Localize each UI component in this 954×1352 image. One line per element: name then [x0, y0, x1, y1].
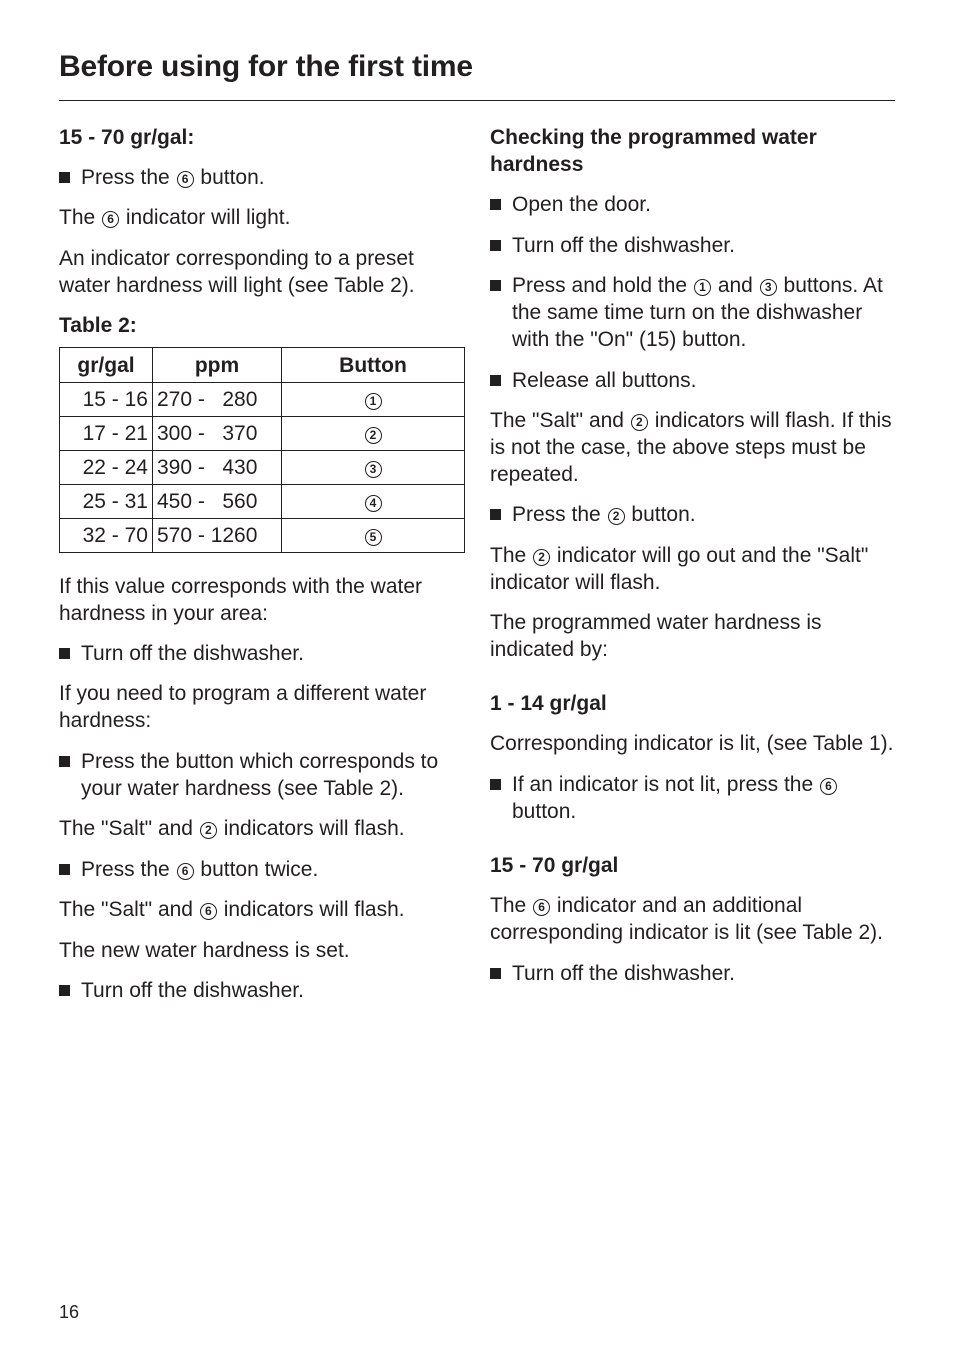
text: The	[59, 206, 96, 229]
corresponds-paragraph: If this value corresponds with the water hardness in your area:	[59, 575, 423, 625]
left-column	[59, 124, 469, 1004]
indicator-6-icon: 6	[533, 899, 550, 916]
col-header-ppm: ppm	[153, 348, 282, 383]
hardness-table	[59, 347, 465, 553]
cell-grgal: 22 - 24	[60, 451, 153, 485]
need-program-paragraph: If you need to program a different water hardness:	[59, 682, 427, 732]
table-label: Table 2:	[59, 314, 137, 337]
section-heading-15-70: 15 - 70 gr/gal	[490, 854, 619, 877]
cell-button	[282, 383, 465, 417]
bullet-not-lit	[490, 771, 900, 825]
bullet-turn-off: Turn off the dishwasher.	[490, 960, 900, 987]
cell-button	[282, 485, 465, 519]
new-hardness-set-text: The new water hardness is set.	[59, 939, 350, 962]
button-3-icon: 3	[365, 461, 382, 478]
indicator-2-icon: 2	[631, 414, 648, 431]
indicator-2-icon: 2	[533, 549, 550, 566]
cell-ppm: 270 - 280	[153, 383, 282, 417]
section-heading-checking: Checking the programmed water hardness	[490, 126, 817, 176]
bullet-open-door: Open the door.	[490, 191, 900, 218]
indicator-6-lit-text	[490, 892, 900, 946]
text: The	[490, 894, 527, 917]
cell-button	[282, 417, 465, 451]
table-header-row	[60, 348, 465, 383]
table-row	[60, 451, 465, 485]
text: If an indicator is not lit, press the	[512, 773, 814, 796]
col-header-grgal: gr/gal	[60, 348, 153, 383]
button-2-icon: 2	[608, 508, 625, 525]
text: The	[490, 544, 527, 567]
title-divider	[59, 100, 895, 101]
cell-ppm: 450 - 560	[153, 485, 282, 519]
text: button.	[512, 800, 577, 823]
salt-2-flash-text	[59, 815, 469, 842]
text: The "Salt" and	[59, 898, 193, 921]
indicator-6-text	[59, 204, 469, 231]
text: and	[717, 274, 753, 297]
text: The "Salt" and	[59, 817, 193, 840]
text: button twice.	[200, 858, 319, 881]
text: The "Salt" and	[490, 409, 624, 432]
cell-grgal: 15 - 16	[60, 383, 153, 417]
page-title: Before using for the first time	[59, 50, 473, 83]
indicator-2-out-text	[490, 542, 900, 596]
text: buttons. At the same time turn on the dishwasher with the "On" (15) button.	[512, 274, 883, 351]
button-6-icon: 6	[177, 863, 194, 880]
cell-ppm: 300 - 370	[153, 417, 282, 451]
bullet-release: Release all buttons.	[490, 367, 900, 394]
bullet-press-button: Press the button which corresponds to your water hardness (see Table 2).	[59, 748, 469, 802]
preset-paragraph: An indicator corresponding to a preset water hardness will light (see Table 2).	[59, 247, 415, 297]
table-row	[60, 519, 465, 553]
text: indicator will go out and the "Salt" indicator will flash.	[490, 544, 869, 594]
button-4-icon: 4	[365, 495, 382, 512]
text: Press the	[81, 858, 170, 881]
text: indicators will flash.	[223, 817, 405, 840]
table-row	[60, 417, 465, 451]
cell-grgal: 17 - 21	[60, 417, 153, 451]
bullet-press-2	[490, 501, 900, 528]
text: button.	[631, 503, 696, 526]
bullet-turn-off: Turn off the dishwasher.	[59, 977, 469, 1004]
indicator-6-icon: 6	[102, 211, 119, 228]
corresponding-paragraph: Corresponding indicator is lit, (see Table 1).	[490, 732, 894, 755]
text: Press the	[81, 166, 170, 189]
text: indicator will light.	[125, 206, 291, 229]
text: indicators will flash.	[223, 898, 405, 921]
text: button.	[200, 166, 265, 189]
cell-button	[282, 519, 465, 553]
cell-button	[282, 451, 465, 485]
section-heading-15-70: 15 - 70 gr/gal:	[59, 126, 195, 149]
programmed-paragraph: The programmed water hardness is indicated by:	[490, 611, 822, 661]
section-heading-1-14: 1 - 14 gr/gal	[490, 692, 607, 715]
button-5-icon: 5	[365, 529, 382, 546]
button-1-icon: 1	[694, 279, 711, 296]
bullet-turn-off: Turn off the dishwasher.	[59, 640, 469, 667]
table-row	[60, 383, 465, 417]
button-6-icon: 6	[820, 778, 837, 795]
cell-ppm: 390 - 430	[153, 451, 282, 485]
bullet-press-6	[59, 164, 469, 191]
table-row	[60, 485, 465, 519]
indicator-2-icon: 2	[200, 822, 217, 839]
button-6-icon: 6	[177, 171, 194, 188]
button-3-icon: 3	[760, 279, 777, 296]
text: indicators will flash. If this is not the case, the above steps must be repeated.	[490, 409, 892, 486]
indicator-6-icon: 6	[200, 903, 217, 920]
page-number: 16	[59, 1302, 80, 1322]
button-2-icon: 2	[365, 427, 382, 444]
text: Press and hold the	[512, 274, 688, 297]
cell-grgal: 25 - 31	[60, 485, 153, 519]
salt-2-flash-text	[490, 407, 900, 488]
button-1-icon: 1	[365, 393, 382, 410]
col-header-button: Button	[282, 348, 465, 383]
text: Press the	[512, 503, 601, 526]
salt-6-flash-text	[59, 896, 469, 923]
cell-grgal: 32 - 70	[60, 519, 153, 553]
cell-ppm: 570 - 1260	[153, 519, 282, 553]
right-column	[490, 124, 900, 987]
bullet-press-6-twice	[59, 856, 469, 883]
text: indicator and an additional corresponding indicator is lit (see Table 2).	[490, 894, 883, 944]
bullet-press-hold	[490, 272, 900, 353]
bullet-turn-off: Turn off the dishwasher.	[490, 232, 900, 259]
